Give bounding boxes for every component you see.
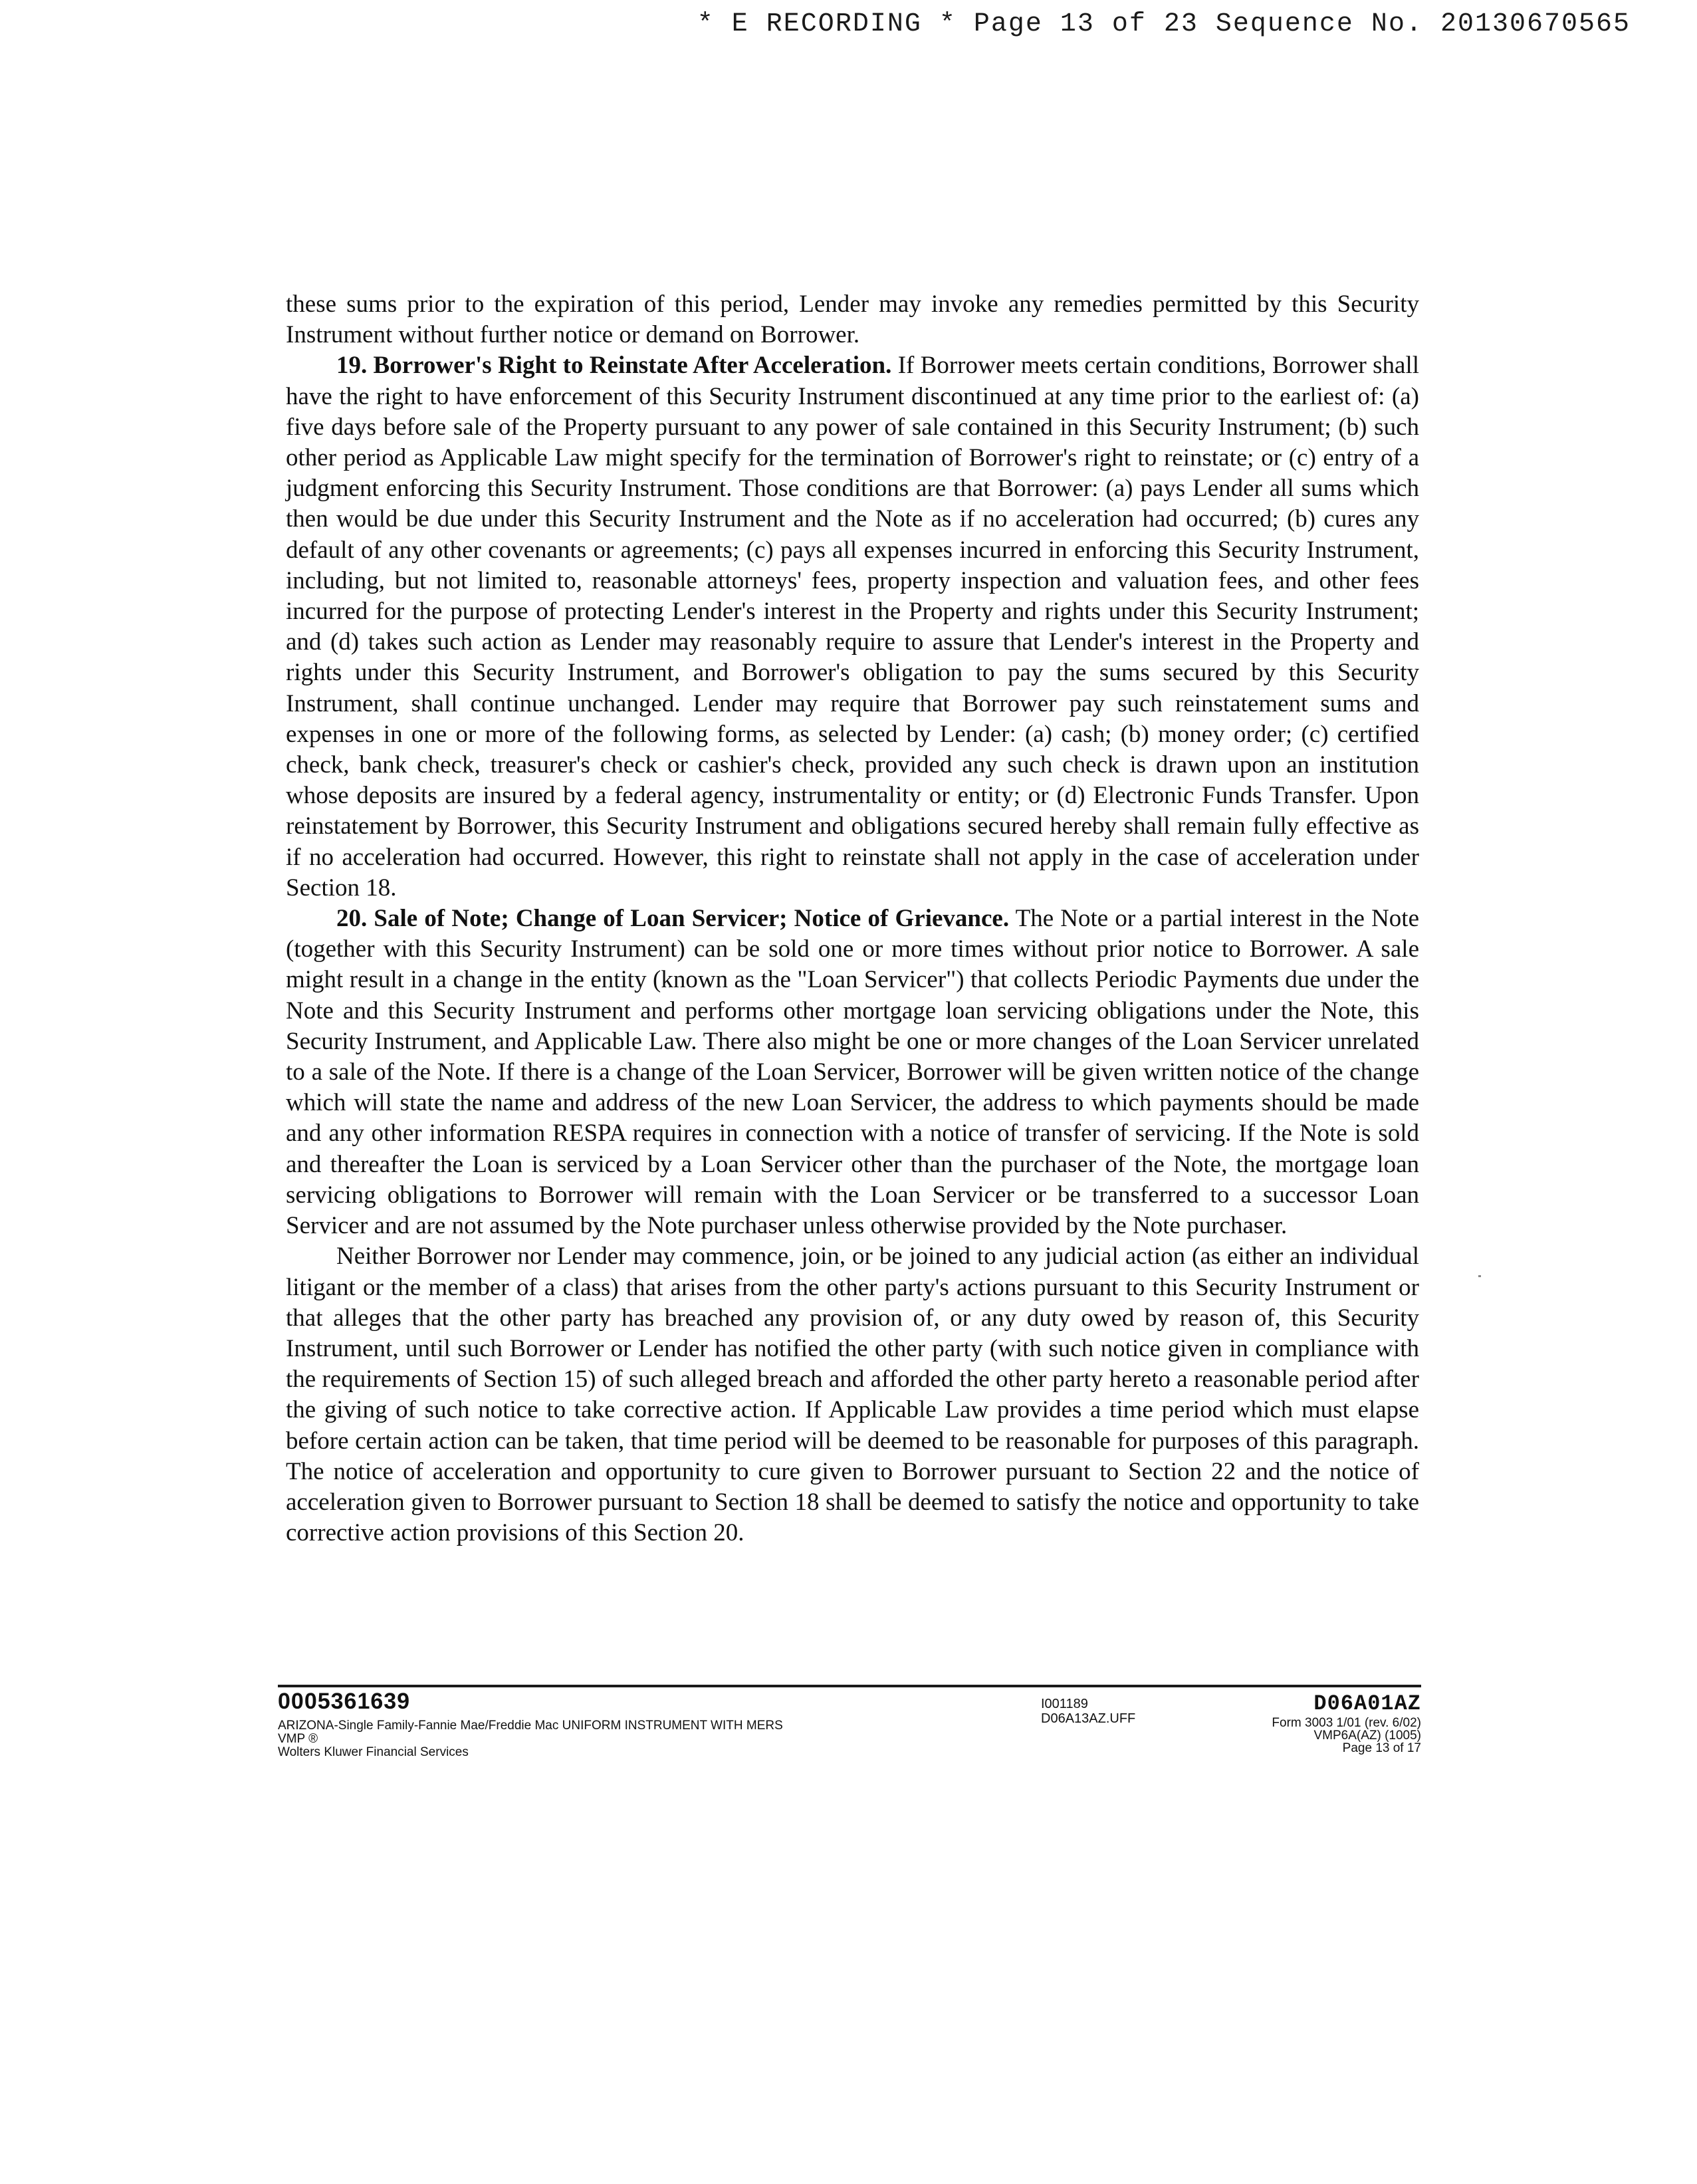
recording-header: * E RECORDING * Page 13 of 23 Sequence No. 20130670565 <box>697 9 1631 39</box>
section-20-heading: 20. Sale of Note; Change of Loan Servicer; Notice of Grievance. <box>336 905 1010 933</box>
section-20-text: The Note or a partial interest in the Note (together with this Security Instrument) can be sold one or more times without prior notice to Borrower. A sale might result in a change in the entity (known as the "Loan Servicer") that collects Periodic Payments due under the Note and this Security Instrument and performs other mortgage loan servicing obligations under the Note, this Security Instrument, and Applicable Law. There also might be one or more changes of the Loan Servicer unrelated to a sale of the Note. If there is a change of the Loan Servicer, Borrower will be given written notice of the change which will state the name and address of the new Loan Servicer, the address to which payments should be made and any other information RESPA requires in connection with a notice of transfer of servicing. If the Note is sold and thereafter the Loan is serviced by a Loan Servicer other than the purchaser of the Note, the mortgage loan servicing obligations to Borrower will remain with the Loan Servicer or be transferred to a successor Loan Servicer and are not assumed by the Note purchaser unless otherwise provided by the Note purchaser. <box>286 905 1419 1240</box>
file-code-2: D06A13AZ.UFF <box>1041 1711 1136 1726</box>
file-codes <box>1041 1697 1135 1726</box>
publisher: Wolters Kluwer Financial Services <box>278 1745 469 1759</box>
form-identifiers <box>1272 1691 1421 1755</box>
form-title: ARIZONA-Single Family-Fannie Mae/Freddie Mac UNIFORM INSTRUMENT WITH MERS <box>278 1719 783 1733</box>
intro-paragraph: these sums prior to the expiration of this period, Lender may invoke any remedies permitted by this Security Instrument without further notice or demand on Borrower. <box>286 291 1419 349</box>
loan-number: 0005361639 <box>278 1689 411 1714</box>
form-description <box>278 1719 783 1759</box>
document-code: D06A01AZ <box>1313 1691 1421 1716</box>
section-20-paragraph <box>286 904 1419 1241</box>
section-19-text: If Borrower meets certain conditions, Borrower shall have the right to have enforcement of this Security Instrument discontinued at any time prior to the earliest of: (a) five days before sale of the Property pursuant to any power of sale contained in this Security Instrument; (b) such other period as Applicable Law might specify for the termination of Borrower's right to reinstate; or (c) entry of a judgment enforcing this Security Instrument. Those conditions are that Borrower: (a) pays Lender all sums which then would be due under this Security Instrument and the Note as if no acceleration had occurred; (b) cures any default of any other covenants or agreements; (c) pays all expenses incurred in enforcing this Security Instrument, including, but not limited to, reasonable attorneys' fees, property inspection and valuation fees, and other fees incurred for the purpose of protecting Lender's interest in the Property and rights under this Security Instrument; and (d) takes such action as Lender may reasonably require to assure that Lender's interest in the Property and rights under this Security Instrument, and Borrower's obligation to pay the sums secured by this Security Instrument, shall continue unchanged. Lender may require that Borrower pay such reinstatement sums and expenses in one or more of the following forms, as selected by Lender: (a) cash; (b) money order; (c) certified check, bank check, treasurer's check or cashier's check, provided any such check is drawn upon an institution whose deposits are insured by a federal agency, instrumentality or entity; or (d) Electronic Funds Transfer. Upon reinstatement by Borrower, this Security Instrument and obligations secured hereby shall remain fully effective as if no acceleration had occurred. However, this right to reinstate shall not apply in the case of acceleration under Section 18. <box>286 352 1420 902</box>
section-19-paragraph <box>286 350 1419 904</box>
vmp-mark: VMP ® <box>278 1732 318 1746</box>
file-code-1: I001189 <box>1041 1697 1088 1711</box>
document-body <box>286 289 1419 1548</box>
scan-speck <box>1478 1275 1481 1277</box>
grievance-paragraph: Neither Borrower nor Lender may commence, join, or be joined to any judicial action (as either an individual litigant or the member of a class) that arises from the other party's actions pursuant to this Security Instrument or that alleges that the other party has breached any provision of, or any duty owed by reason of, this Security Instrument, until such Borrower or Lender has notified the other party (with such notice given in compliance with the requirements of Section 15) of such alleged breach and afforded the other party hereto a reasonable period after the giving of such notice to take corrective action. If Applicable Law provides a time period which must elapse before certain action can be taken, that time period will be deemed to be reasonable for purposes of this paragraph. The notice of acceleration and opportunity to cure given to Borrower pursuant to Section 22 and the notice of acceleration given to Borrower pursuant to Section 18 shall be deemed to satisfy the notice and opportunity to take corrective action provisions of this Section 20. <box>286 1243 1419 1547</box>
page-number: Page 13 of 17 <box>1342 1741 1421 1755</box>
form-footer <box>278 1685 1421 1791</box>
form-number: Form 3003 1/01 (rev. 6/02) <box>1272 1716 1421 1730</box>
footer-rule <box>278 1685 1421 1687</box>
vmp-code: VMP6A(AZ) (1005) <box>1313 1729 1421 1743</box>
section-19-heading: 19. Borrower's Right to Reinstate After Acceleration. <box>336 352 892 380</box>
